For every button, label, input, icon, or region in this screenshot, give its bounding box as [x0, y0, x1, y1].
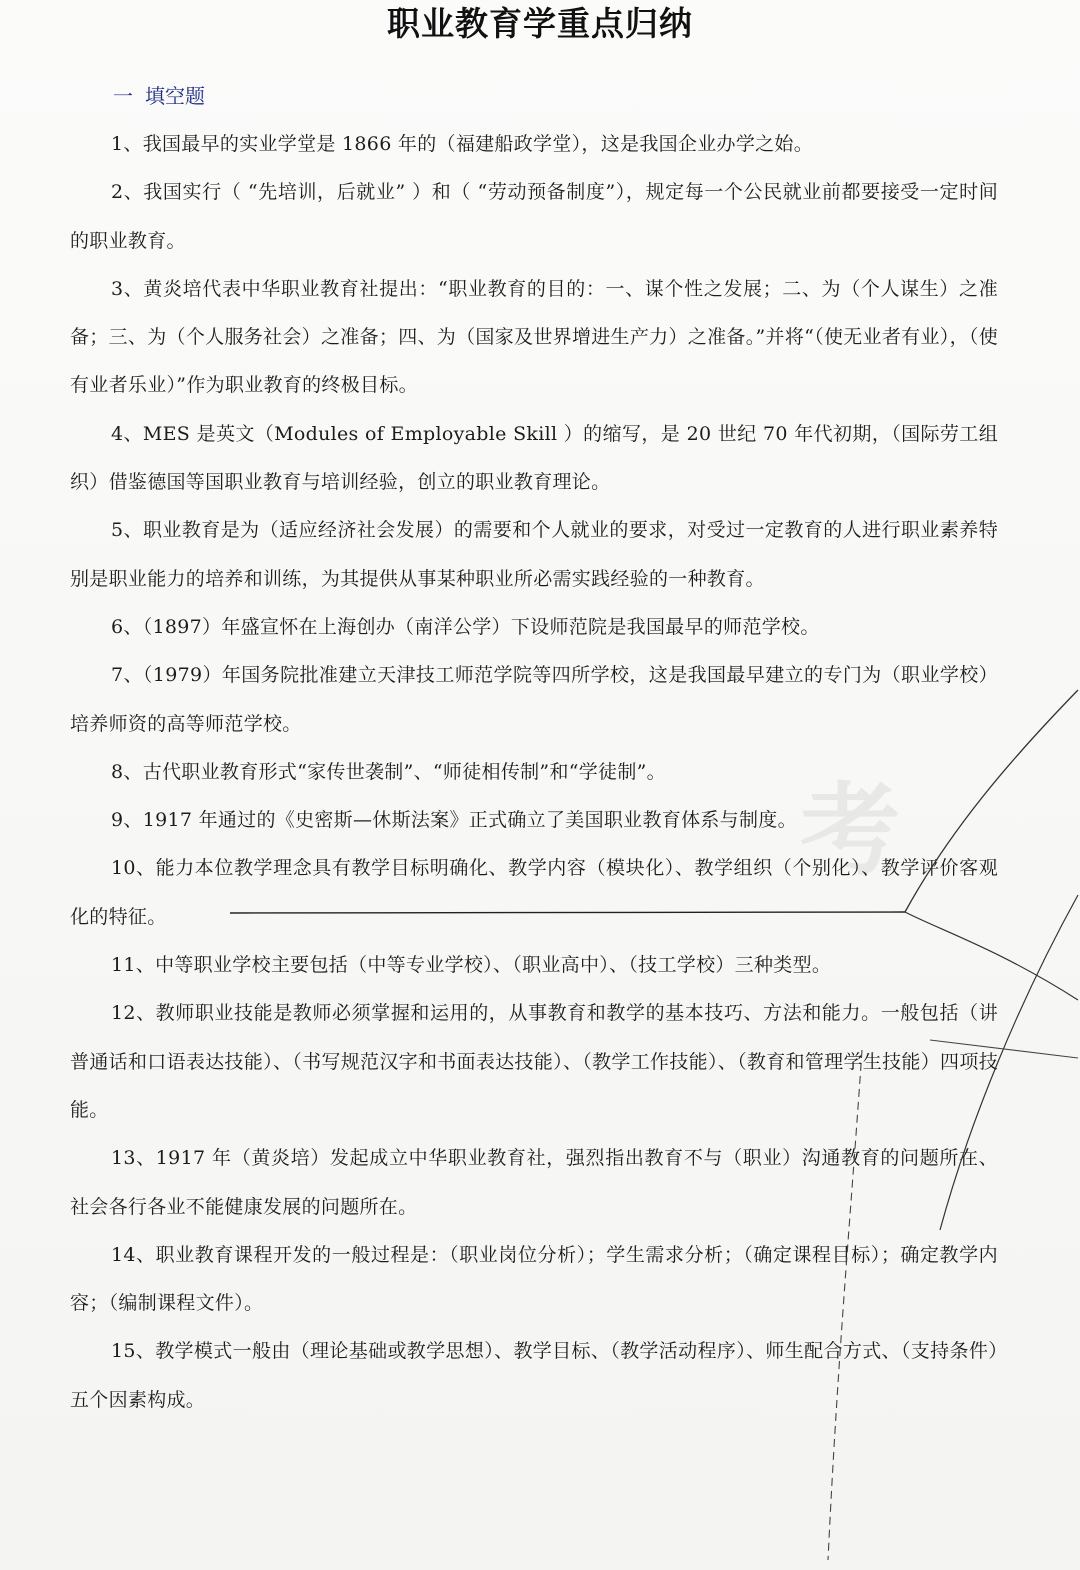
- section-number: 一: [113, 84, 133, 108]
- list-item-7: 7、（1979）年国务院批准建立天津技工师范学院等四所学校，这是我国最早建立的专门为（职业学校）培养师资的高等师范学校。: [70, 664, 998, 735]
- item-list: [70, 120, 998, 1424]
- list-item-15: 15、教学模式一般由（理论基础或教学思想）、教学目标、（教学活动程序）、师生配合方式、（支持条件）五个因素构成。: [70, 1340, 998, 1411]
- list-item-6: 6、（1897）年盛宣怀在上海创办（南洋公学）下设师范院是我国最早的师范学校。: [111, 615, 820, 638]
- section-heading: [113, 80, 205, 112]
- list-item-3: 3、黄炎培代表中华职业教育社提出：“职业教育的目的：一、谋个性之发展；二、为（个人谋生）之准备；三、为（个人服务社会）之准备；四、为（国家及世界增进生产力）之准备。”并将“（使无业者有业），（使有业者乐业）”作为职业教育的终极目标。: [70, 277, 998, 397]
- list-item-9: 9、1917 年通过的《史密斯—休斯法案》正式确立了美国职业教育体系与制度。: [111, 809, 797, 832]
- list-item-13: 13、1917 年（黄炎培）发起成立中华职业教育社，强烈指出教育不与（职业）沟通教育的问题所在、社会各行各业不能健康发展的问题所在。: [70, 1147, 998, 1218]
- list-item-10: 10、能力本位教学理念具有教学目标明确化、教学内容（模块化）、教学组织（个别化）、教学评价客观化的特征。: [70, 857, 998, 928]
- watermark: 考: [800, 772, 900, 889]
- list-item-2: 2、我国实行（ “先培训，后就业” ）和（ “劳动预备制度”），规定每一个公民就业前都要接受一定时间的职业教育。: [70, 181, 998, 252]
- list-item-1: 1、我国最早的实业学堂是 1866 年的（福建船政学堂），这是我国企业办学之始。: [111, 133, 814, 155]
- list-item-8: 8、古代职业教育形式“家传世袭制”、“师徒相传制”和“学徒制”。: [111, 760, 666, 783]
- page-title: 职业教育学重点归纳: [387, 4, 693, 43]
- list-item-4: 4、MES 是英文（Modules of Employable Skill ）的缩写，是 20 世纪 70 年代初期，（国际劳工组织）借鉴德国等国职业教育与培训经验，创立的职业教育理论。: [70, 422, 998, 494]
- section-title: 填空题: [145, 84, 205, 108]
- list-item-11: 11、中等职业学校主要包括（中等专业学校）、（职业高中）、（技工学校）三种类型。: [111, 954, 832, 977]
- list-item-14: 14、职业教育课程开发的一般过程是：（职业岗位分析）；学生需求分析；（确定课程目标）；确定教学内容；（编制课程文件）。: [70, 1243, 998, 1315]
- list-item-12: 12、教师职业技能是教师必须掌握和运用的，从事教育和教学的基本技巧、方法和能力。一般包括（讲普通话和口语表达技能）、（书写规范汉字和书面表达技能）、（教学工作技能）、（教育和管理学生技能）四项技能。: [70, 1002, 998, 1121]
- list-item-5: 5、职业教育是为（适应经济社会发展）的需要和个人就业的要求，对受过一定教育的人进行职业素养特别是职业能力的培养和训练，为其提供从事某种职业所必需实践经验的一种教育。: [70, 519, 998, 590]
